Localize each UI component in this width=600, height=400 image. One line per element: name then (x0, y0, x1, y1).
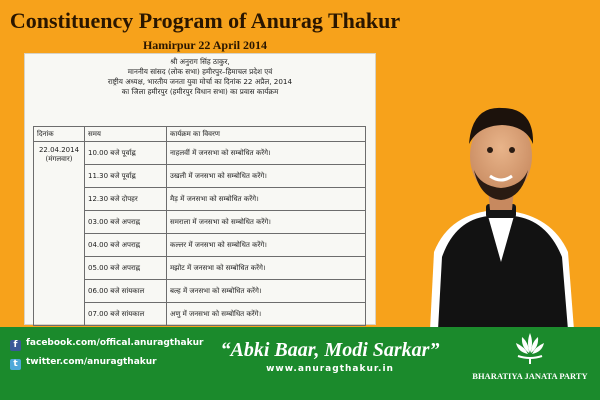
intro-line: का जिला हमीरपुर (हमीरपुर विधान सभा) का प्रवास कार्यक्रम (121, 87, 279, 96)
facebook-icon: f (10, 340, 21, 351)
table-row (34, 142, 366, 165)
column-header-detail: कार्यक्रम का विवरण (167, 127, 366, 142)
intro-line: श्री अनुराग सिंह ठाकुर, (170, 57, 230, 66)
website-link[interactable]: www.anuragthakur.in (266, 364, 394, 374)
time-cell: 03.00 बजे अपराह्न (85, 211, 167, 234)
time-cell: 12.30 बजे दोपहर (85, 188, 167, 211)
time-cell: 11.30 बजे पूर्वाह्न (85, 165, 167, 188)
date-cell (34, 142, 85, 326)
detail-cell: अणु में जनसभा को सम्बोधित करेंगे। (167, 303, 366, 326)
table-header-row (34, 127, 366, 142)
detail-cell: कल्लर में जनसभा को सम्बोधित करेंगे। (167, 234, 366, 257)
time-cell: 04.00 बजे अपराह्न (85, 234, 167, 257)
slogan: “Abki Baar, Modi Sarkar” (220, 339, 440, 361)
facebook-text: facebook.com/offical.anuragthakur (26, 338, 204, 348)
portrait (410, 92, 592, 330)
detail-cell: बल्ह में जनसभा को सम्बोधित करेंगे। (167, 280, 366, 303)
intro-line: राष्ट्रीय अध्यक्ष, भारतीय जनता युवा मोर्चा का दिनांक 22 अप्रैल, 2014 (107, 77, 293, 86)
column-header-date: दिनांक (34, 127, 85, 142)
twitter-link[interactable] (10, 357, 157, 370)
twitter-text: twitter.com/anuragthakur (26, 357, 157, 367)
time-cell: 06.00 बजे सांयकाल (85, 280, 167, 303)
time-cell: 10.00 बजे पूर्वाह्न (85, 142, 167, 165)
poster-title: Constituency Program of Anurag Thakur (9, 8, 401, 33)
schedule-panel (24, 53, 376, 325)
time-cell: 07.00 बजे सांयकाल (85, 303, 167, 326)
detail-cell: मझोट में जनसभा को सम्बोधित करेंगे। (167, 257, 366, 280)
footer-bar (0, 327, 600, 400)
eye-right (509, 147, 515, 153)
detail-cell: उखली में जनसभा को सम्बोधित करेंगे। (167, 165, 366, 188)
detail-cell: मैड़ में जनसभा को सम्बोधित करेंगे। (167, 188, 366, 211)
day-value: (मंगलवार) (45, 155, 73, 163)
intro-line: माननीय सांसद (लोक सभा) हमीरपुर–हिमाचल प्रदेश एवं (127, 67, 273, 76)
party-name: BHARATIYA JANATA PARTY (472, 371, 588, 381)
date-value: 22.04.2014 (38, 146, 80, 154)
notice-intro (25, 57, 375, 97)
facebook-link[interactable] (10, 338, 203, 351)
bjp-lotus-logo (515, 331, 545, 365)
eye-left (487, 147, 493, 153)
twitter-icon: t (10, 359, 21, 370)
time-cell: 05.00 बजे अपराह्न (85, 257, 167, 280)
detail-cell: समराला में जनसभा को सम्बोधित करेंगे। (167, 211, 366, 234)
poster-subtitle: Hamirpur 22 April 2014 (142, 38, 268, 52)
schedule-table (33, 126, 366, 326)
detail-cell: नाहलवीं में जनसभा को सम्बोधित करेंगे। (167, 142, 366, 165)
column-header-time: समय (85, 127, 167, 142)
